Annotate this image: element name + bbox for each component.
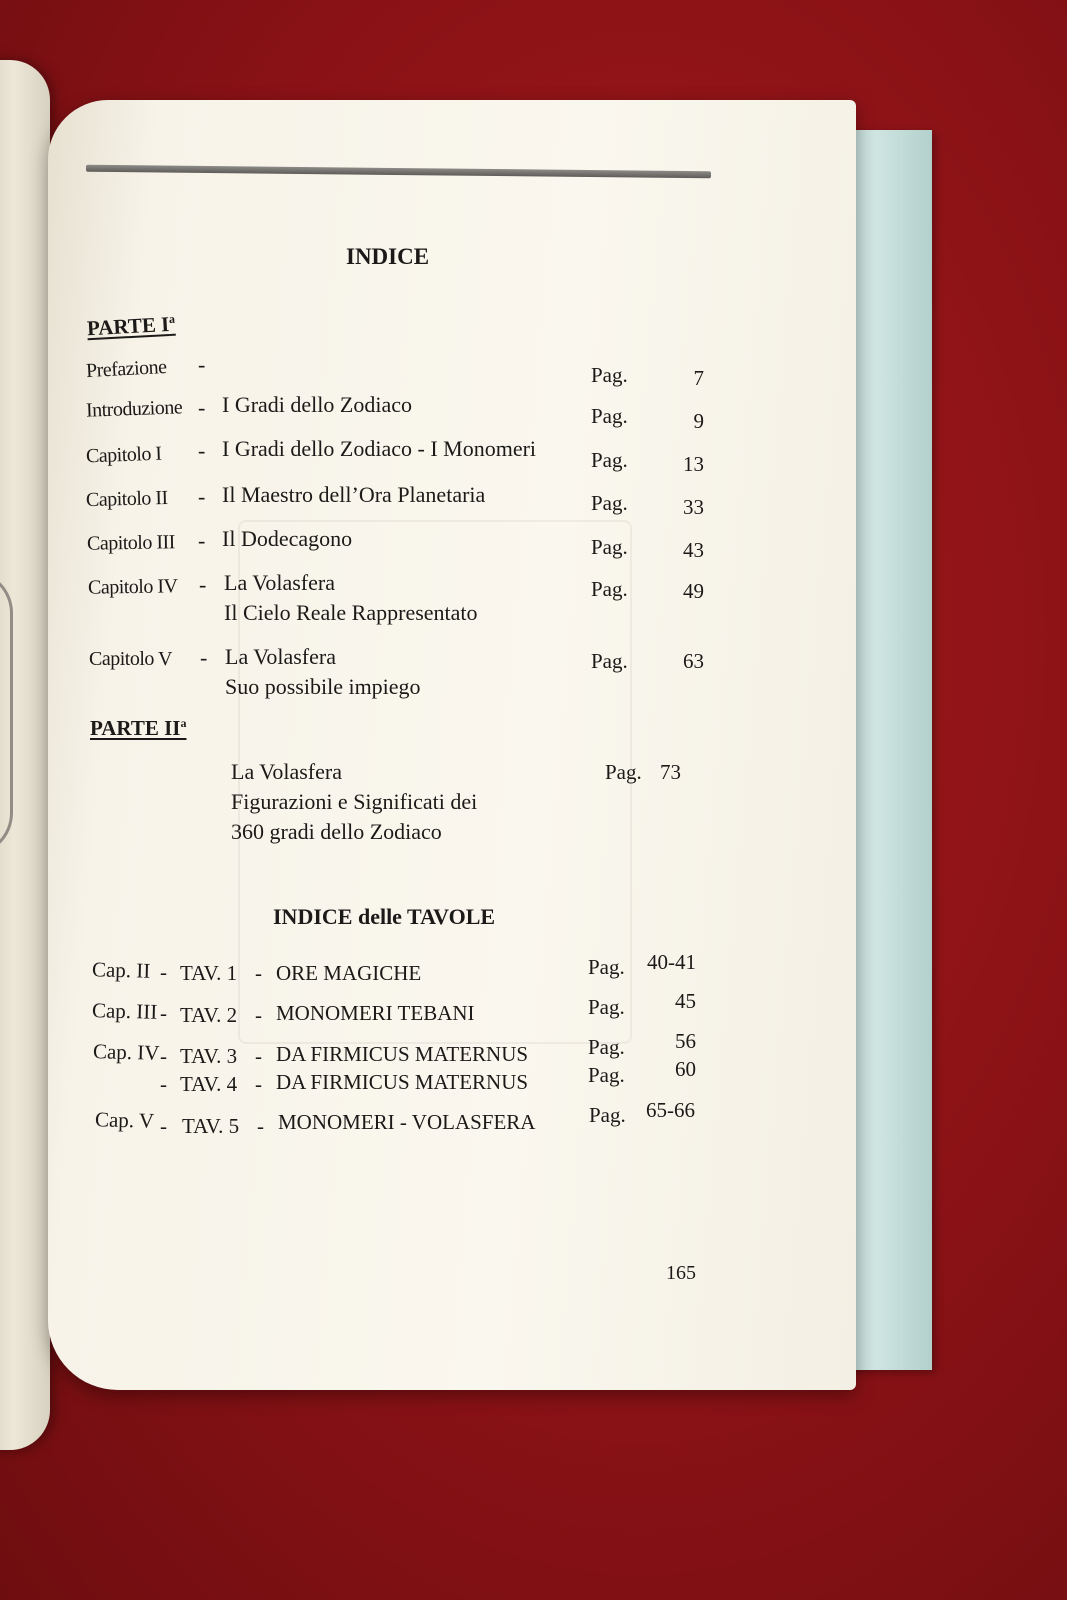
table-chapter: Cap. III — [91, 998, 158, 1024]
toc-entry-text: 360 gradi dello Zodiaco — [231, 819, 442, 844]
toc-dash: - — [198, 528, 206, 553]
table-dash: - — [257, 1114, 264, 1138]
toc-dash: - — [198, 438, 206, 463]
table-title: DA FIRMICUS MATERNUS — [276, 1042, 529, 1066]
toc-entry-text: Figurazioni e Significati dei — [231, 789, 478, 814]
part-two-heading: PARTE $II^a$ — [90, 716, 187, 740]
toc-chapter: Capitolo I — [85, 442, 162, 468]
table-chapter: Cap. V — [94, 1107, 155, 1133]
table-pag-label: Pag. — [588, 1063, 625, 1087]
toc-page-number: 33 — [683, 495, 704, 519]
table-dash: - — [160, 960, 167, 984]
toc-entry-text: Il Dodecagono — [222, 526, 353, 551]
table-pag-label: Pag. — [589, 1103, 626, 1127]
toc-dash: - — [198, 484, 206, 509]
toc-page-number: 43 — [683, 538, 704, 562]
table-tav-number: TAV. 5 — [182, 1114, 240, 1138]
toc-entry-text: Il Maestro dell’Ora Planetaria — [222, 482, 486, 507]
table-dash: - — [255, 1072, 262, 1096]
table-title: DA FIRMICUS MATERNUS — [276, 1070, 529, 1094]
show-through-reverse — [48, 100, 856, 1390]
table-dash: - — [255, 1003, 262, 1027]
table-chapter: Cap. IV — [92, 1039, 160, 1065]
table-dash: - — [160, 1072, 167, 1096]
toc-entry-text: Suo possibile impiego — [225, 674, 421, 699]
toc-entry-text: La Volasfera — [224, 570, 335, 595]
toc-dash: - — [199, 572, 207, 597]
toc-pag-label: Pag. — [591, 649, 628, 673]
table-tav-number: TAV. 4 — [180, 1072, 238, 1096]
toc-dash: - — [200, 645, 208, 670]
table-title: MONOMERI TEBANI — [276, 1001, 475, 1025]
toc-chapter: Capitolo IV — [87, 575, 178, 599]
toc-page-number: 7 — [693, 366, 704, 390]
part-one-heading: PARTE $I^a$ — [86, 311, 176, 341]
table-pag-label: Pag. — [588, 995, 625, 1019]
toc-pag-label: Pag. — [605, 760, 642, 784]
toc-pag-label: Pag. — [591, 448, 628, 472]
toc-page-number: 49 — [683, 579, 704, 603]
toc-page-number: 73 — [660, 760, 681, 784]
table-dash: - — [160, 1001, 167, 1025]
toc-entry-text: La Volasfera — [225, 644, 336, 669]
table-page-number: 60 — [675, 1057, 696, 1081]
toc-chapter: Prefazione — [85, 355, 168, 383]
table-chapter: Cap. II — [91, 957, 151, 983]
toc-entry-text: I Gradi dello Zodiaco — [222, 392, 412, 417]
table-dash: - — [255, 961, 262, 985]
toc-pag-label: Pag. — [591, 404, 628, 428]
page-number-folio: 165 — [666, 1262, 696, 1284]
toc-pag-label: Pag. — [591, 577, 628, 601]
book-page — [48, 100, 856, 1390]
toc-dash: - — [198, 352, 206, 377]
toc-dash: - — [198, 395, 206, 420]
table-tav-number: TAV. 3 — [180, 1044, 238, 1068]
toc-entry-text: La Volasfera — [231, 759, 342, 784]
table-page-number: 40-41 — [647, 950, 696, 974]
tables-index-title: INDICE delle TAVOLE — [273, 904, 496, 929]
toc-chapter: Capitolo III — [86, 531, 176, 555]
toc-entry-text: Il Cielo Reale Rappresentato — [224, 600, 478, 625]
facing-page-emblem — [0, 570, 13, 856]
table-page-number: 56 — [675, 1029, 696, 1053]
toc-page-number: 13 — [683, 452, 704, 476]
index-title: INDICE — [346, 244, 430, 269]
table-page-number: 65-66 — [646, 1098, 695, 1122]
table-dash: - — [160, 1044, 167, 1068]
toc-pag-label: Pag. — [591, 363, 628, 387]
toc-pag-label: Pag. — [591, 491, 628, 515]
table-page-number: 45 — [675, 989, 696, 1013]
table-tav-number: TAV. 1 — [180, 961, 238, 985]
table-dash: - — [255, 1044, 262, 1068]
table-dash: - — [160, 1114, 167, 1138]
toc-chapter: Capitolo V — [89, 648, 172, 670]
table-title: MONOMERI - VOLASFERA — [278, 1110, 536, 1134]
toc-page-number: 9 — [693, 409, 704, 433]
toc-pag-label: Pag. — [591, 535, 628, 559]
table-pag-label: Pag. — [588, 955, 625, 979]
toc-chapter: Capitolo II — [85, 486, 168, 512]
toc-entry-text: I Gradi dello Zodiaco - I Monomeri — [222, 436, 537, 461]
header-rule — [86, 165, 711, 179]
toc-page-number: 63 — [683, 649, 704, 673]
toc-chapter: Introduzione — [85, 396, 183, 422]
table-title: ORE MAGICHE — [276, 961, 422, 985]
table-pag-label: Pag. — [588, 1035, 625, 1059]
table-tav-number: TAV. 2 — [180, 1003, 238, 1027]
